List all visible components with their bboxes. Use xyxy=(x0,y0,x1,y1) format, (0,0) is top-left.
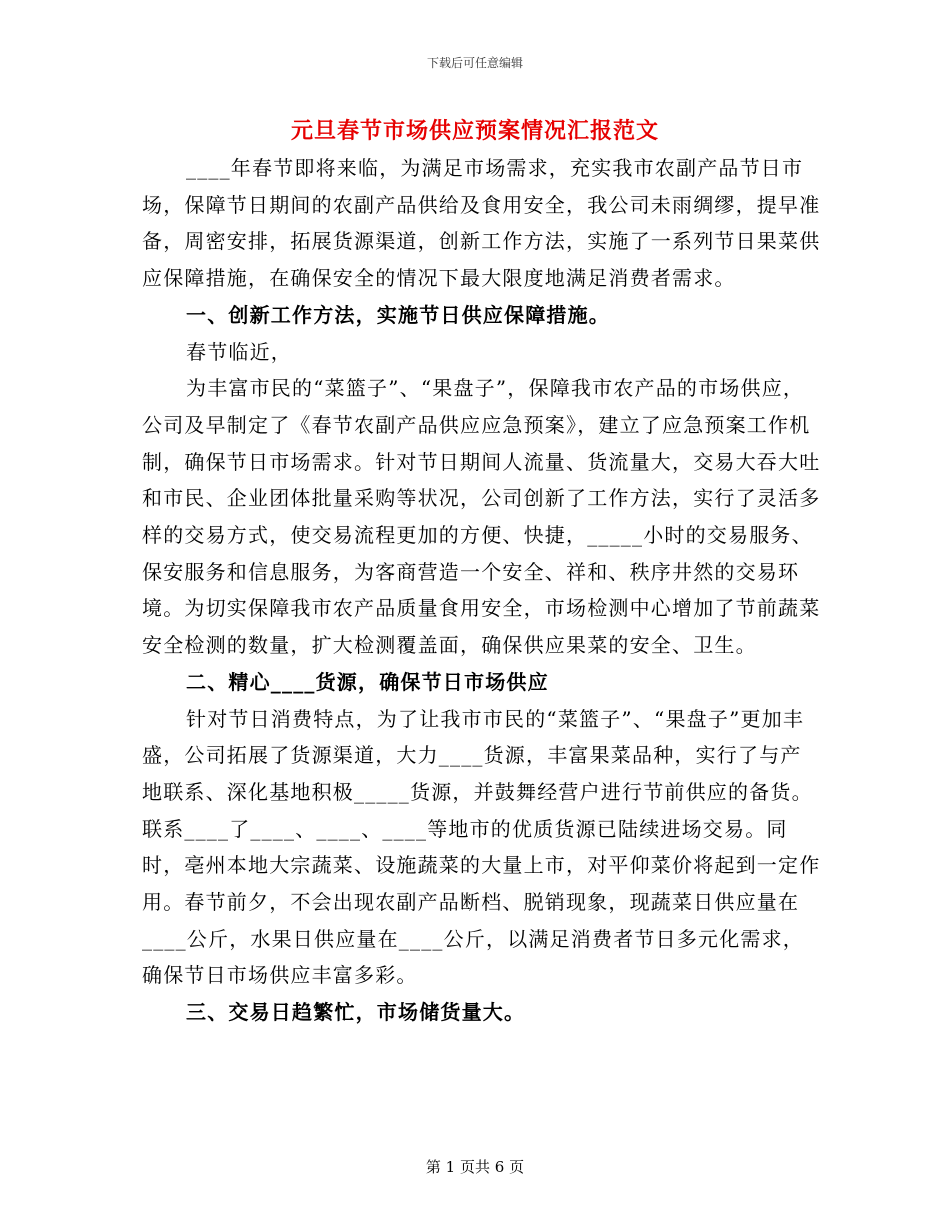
paragraph-section-2-body: 针对节日消费特点，为了让我市市民的“菜篮子”、“果盘子”更加丰盛，公司拓展了货源渠道，大力____货源，丰富果菜品种，实行了与产地联系、深化基地积极_____货源，并鼓舞经营户进行节前供应的备货。联系____了____、____、____等地市的优质货源已陆续进场交易。同时，亳州本地大宗蔬菜、设施蔬菜的大量上市，对平仰菜价将起到一定作用。春节前夕，不会出现农副产品断档、脱销现象，现蔬菜日供应量在____公斤，水果日供应量在____公斤，以满足消费者节日多元化需求，确保节日市场供应丰富多彩。 xyxy=(142,706,821,988)
section-heading-1: 一、创新工作方法，实施节日供应保障措施。 xyxy=(186,302,610,327)
paragraph-intro: ____年春节即将来临，为满足市场需求，充实我市农副产品节日市场，保障节日期间的农副产品供给及食用安全，我公司未雨绸缪，提早准备，周密安排，拓展货源渠道，创新工作方法，实施了一系列节日果菜供应保障措施，在确保安全的情况下最大限度地满足消费者需求。 xyxy=(142,156,821,291)
paragraph-section-1-body: 为丰富市民的“菜篮子”、“果盘子”，保障我市农产品的市场供应，公司及早制定了《春节农副产品供应应急预案》，建立了应急预案工作机制，确保节日市场需求。针对节日期间人流量、货流量大，交易大吞大吐和市民、企业团体批量采购等状况，公司创新了工作方法，实行了灵活多样的交易方式，使交易流程更加的方便、快捷，_____小时的交易服务、保安服务和信息服务，为客商营造一个安全、祥和、秩序井然的交易环境。为切实保障我市农产品质量食用安全，市场检测中心增加了节前蔬菜安全检测的数量，扩大检测覆盖面，确保供应果菜的安全、卫生。 xyxy=(142,376,821,658)
page-number: 第 1 页共 6 页 xyxy=(425,1158,525,1176)
section-heading-3: 三、交易日趋繁忙，市场储货量大。 xyxy=(186,1000,526,1025)
header-note: 下载后可任意编辑 xyxy=(426,56,523,70)
document-title: 元旦春节市场供应预案情况汇报范文 xyxy=(290,118,659,144)
section-heading-2: 二、精心____货源，确保节日市场供应 xyxy=(186,669,549,694)
paragraph-spring-approach: 春节临近， xyxy=(186,339,292,364)
document-body xyxy=(142,150,822,1031)
